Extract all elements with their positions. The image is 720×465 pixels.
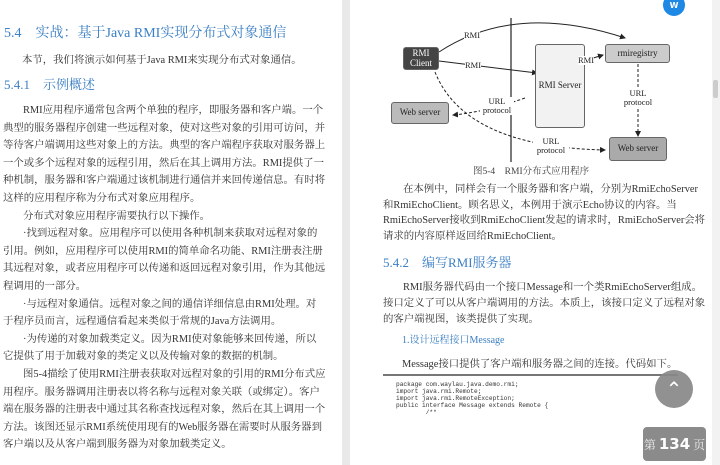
text-line: 等待客户端调用这些对象上的方法。典型的客户端程序获取对服务器上 [3,140,326,152]
code-block: package com.waylau.java.demo.rmi; import java.rmi.Remote; import java.rmi.RemoteException; public interface Message extends Remote { /** [396,381,549,416]
text-line: 引用。例如，应用程序可以使用RMI的简单命名功能、RMI注册表注册 [3,245,323,257]
url-protocol-label: URL protocol [480,97,514,115]
url-protocol-label: URL protocol [533,137,569,155]
text-line: 请求的内容原样返回给RmiEchoClient。 [383,230,562,242]
text-line: ·为传递的对象加载类定义。因为RMI使对象能够来回传递，所以 [23,333,317,345]
text-line: 程调用的一部分。 [3,281,87,292]
rmi-label: RMI [578,55,595,65]
text-line: RMI服务器代码由一个接口Message和一个类RmiEchoServer组成。 [403,282,702,293]
page-indicator [643,427,706,461]
scrollbar-thumb[interactable] [713,80,718,98]
rmi-server-box: RMI Server [535,44,585,128]
url-protocol-label: URL protocol [620,89,656,107]
text-line: 这样的应用程序称为分布式对象应用程序。 [3,193,201,204]
text-line: 的客户端视图，该类提供了实现。 [383,314,539,325]
arrow-client-server [439,61,537,73]
text-line: 客户端以及从客户端到服务器为对象加载类定义。 [3,439,232,451]
text-line: 端在服务器的注册表中通过其名称查找远程对象，然后在其上调用一个 [3,404,326,416]
code-divider [383,374,678,376]
text-line: 于程序员而言，远程通信看起来类似于常规的Java方法调用。 [3,316,282,328]
scrollbar[interactable] [712,0,720,465]
text-line: 它提供了用于加载对象的类定义以及传输对象的数据的机制。 [3,351,284,363]
chevron-up-icon: ⌃ [665,378,683,401]
text-line: 用程序。服务器调用注册表以将名称与远程对象关联（或绑定）。客户 [3,386,320,398]
subsection-title-2: 5.4.2 编写RMI服务器 [383,255,512,270]
text-line: 和RmiEchoClient。顾名思义，本例用于演示Echo协议的内容。当 [383,199,677,211]
text-line: 图5-4描绘了使用RMI注册表获取对远程对象的引用的RMI分布式应 [23,369,326,380]
rmi-label: RMI [464,30,481,40]
scroll-up-button[interactable] [655,370,693,408]
paragraph: Message接口提供了客户端和服务器之间的连接。代码如下。 [402,359,678,370]
web-server-right-box: Web server [609,137,667,161]
page-number: 134 [658,435,691,453]
intro-text: 本节，我们将演示如何基于Java RMI来实现分布式对象通信。 [22,55,302,66]
text-line: 方法。该图还显示RMI系统使用现有的Web服务器在需要时从服务器到 [3,421,322,433]
text-line: RmiEchoServer接收到RmiEchoClient发起的请求时，RmiEchoServer会将 [383,215,706,226]
subsection-title: 5.4.1 示例概述 [4,77,96,92]
rmiregistry-box: rmiregistry [605,44,670,63]
section-title: 5.4 实战：基于Java RMI实现分布式对象通信 [4,26,287,41]
page-prefix: 第 [643,437,656,452]
text-line: 种机制，服务器和客户端通过该机制进行通信并来回传递信息。有时将 [3,175,326,187]
word-icon[interactable]: W [663,0,685,16]
text-line: ·与远程对象通信。远程对象之间的通信详细信息由RMI处理。对 [23,298,317,310]
text-line: 其远程对象，或者应用程序可以传递和返回远程对象引用，作为其他远 [3,263,326,275]
left-page [0,0,342,465]
text-line: 典型的服务器程序创建一些远程对象，使对这些对象的引用可访问，并 [3,122,326,134]
web-server-left-box: Web server [391,102,449,124]
text-line: 接口定义了可以从客户端调用的方法。本质上，该接口定义了远程对象 [383,298,706,309]
page-suffix: 页 [693,437,706,452]
text-line: RMI应用程序通常包含两个单独的程序，即服务器和客户端。一个 [23,105,324,116]
text-line: ·找到远程对象。应用程序可以使用各种机制来获取对远程对象的 [23,228,318,240]
text-line: 一个或多个远程对象的远程引用，然后在其上调用方法。RMI提供了一 [3,157,324,169]
text-line: 在本例中，同样会有一个服务器和客户端，分别为RmiEchoServer [403,184,698,195]
figure-caption: 图5-4 RMI分布式应用程序 [473,167,590,177]
step-heading: 1.设计远程接口Message [402,335,505,346]
rmi-label: RMI [465,60,482,70]
rmi-client-box: RMI Client [403,47,439,70]
text-line: 分布式对象应用程序需要执行以下操作。 [23,210,211,222]
